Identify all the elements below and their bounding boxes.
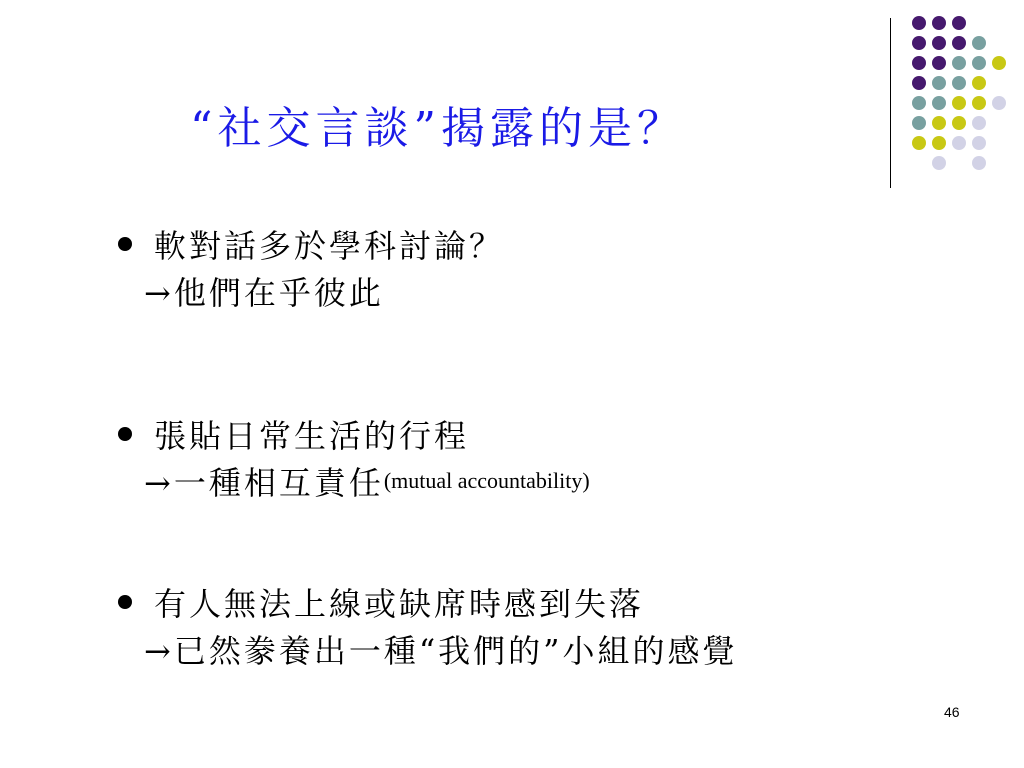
bullet-dot-icon (118, 237, 132, 251)
bullet-dot-icon (118, 427, 132, 441)
decorative-dot (972, 116, 986, 130)
decorative-dot (932, 116, 946, 130)
decorative-dot (932, 136, 946, 150)
decorative-dot (932, 56, 946, 70)
decorative-dot (952, 96, 966, 110)
decorative-dot (972, 96, 986, 110)
decorative-dot (992, 56, 1006, 70)
decorative-dot (952, 16, 966, 30)
decorative-dot (912, 136, 926, 150)
decorative-dot (932, 16, 946, 30)
decorative-dot (972, 56, 986, 70)
decorative-dot (972, 156, 986, 170)
decorative-dot (912, 76, 926, 90)
decorative-dot (912, 36, 926, 50)
page-number: 46 (944, 704, 960, 720)
decorative-dot (912, 116, 926, 130)
decorative-dot (952, 116, 966, 130)
decorative-dot (972, 76, 986, 90)
decorative-dot (912, 16, 926, 30)
bullet-item-2 (118, 412, 590, 506)
bullet-subtext-english: (mutual accountability) (383, 468, 590, 493)
bullet-subtext: →已然豢養出一種“我們的”小組的感覺 (144, 632, 738, 670)
decorative-dot (932, 96, 946, 110)
decorative-dot (952, 36, 966, 50)
decorative-dot (972, 136, 986, 150)
decorative-dot (952, 136, 966, 150)
decorative-dot (912, 56, 926, 70)
bullet-item-1 (118, 222, 504, 316)
bullet-text: 軟對話多於學科討論？ (154, 227, 505, 265)
slide-title: “社交言談”揭露的是？ (190, 103, 686, 154)
bullet-subtext: →一種相互責任 (144, 464, 384, 502)
decorative-dot (932, 36, 946, 50)
vertical-divider (890, 18, 891, 188)
bullet-text: 有人無法上線或缺席時感到失落 (154, 585, 645, 623)
decorative-dot (912, 96, 926, 110)
bullet-text: 張貼日常生活的行程 (154, 417, 470, 455)
decorative-dot (952, 76, 966, 90)
decorative-dot (932, 156, 946, 170)
bullet-subtext: →他們在乎彼此 (144, 274, 384, 312)
decorative-dot (972, 36, 986, 50)
bullet-item-3 (118, 580, 738, 674)
decorative-dot (992, 96, 1006, 110)
bullet-dot-icon (118, 595, 132, 609)
decorative-dot (952, 56, 966, 70)
decorative-dot (932, 76, 946, 90)
